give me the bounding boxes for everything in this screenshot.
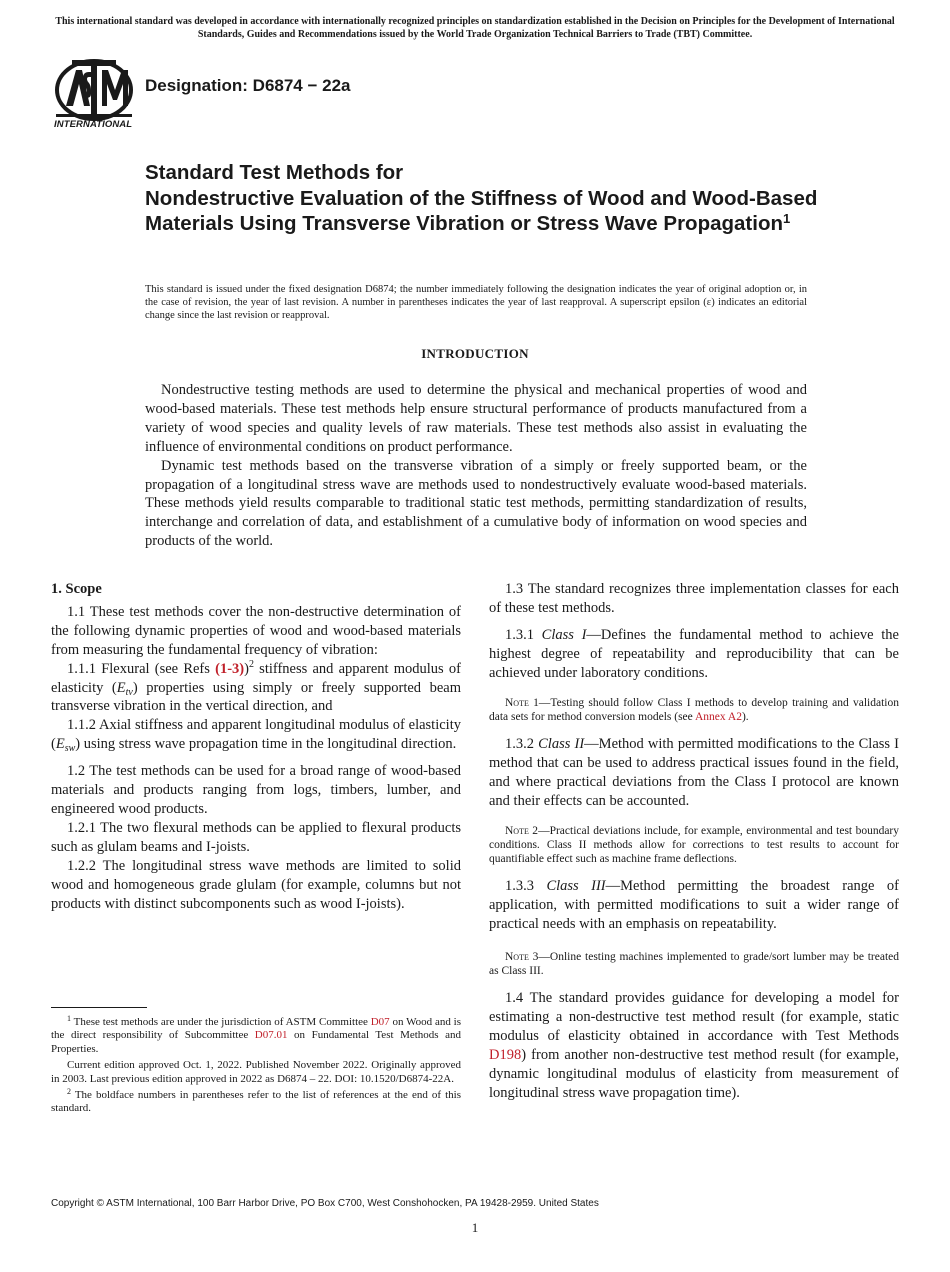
- edition-note: Current edition approved Oct. 1, 2022. Published November 2022. Originally approved in 2003. Last previous edition approved in 2022 as D6874 – 22. DOI: 10.1520/D6874-22A.: [51, 1059, 461, 1085]
- d07-01-link[interactable]: D07.01: [254, 1029, 288, 1042]
- section-1-1: 1.1 These test methods cover the non-destructive determination of the following dynamic properties of wood and wood-based materials from measuring the fundamental frequency of vibration:: [51, 603, 461, 658]
- note-2: Note 2—Practical deviations include, for example, environmental and test boundary conditions. Class II methods allow for corrections to test results to account for quantifiable effect such as machine frame deflections.: [489, 824, 900, 865]
- introduction-heading: INTRODUCTION: [421, 346, 529, 361]
- copyright: Copyright © ASTM International, 100 Barr Harbor Drive, PO Box C700, West Conshohocken, PA 19428-2959. United States: [51, 1198, 599, 1209]
- astm-logo-icon: [52, 56, 136, 122]
- reference-link[interactable]: (1-3): [215, 660, 245, 677]
- intro-paragraph: Nondestructive testing methods are used to determine the physical and mechanical properties of wood and wood-based materials. These test methods help ensure structural performance of products manufactured from a variety of wood species and quality levels of raw materials. These test methods also assist in evaluating the influence of environmental conditions on product performance.: [145, 382, 807, 455]
- section-1-3-1: 1.3.1 Class I—Defines the fundamental method to achieve the highest degree of repeatability and reproducibility that can be achieved under laboratory conditions.: [489, 626, 899, 681]
- footnote-mark: 2: [248, 658, 254, 670]
- title-line-2: [145, 186, 845, 237]
- footnote-1: $^1$ These test methods are under the jurisdiction of ASTM Committee D07 on Wood and is the direct responsibility of Subcommittee D07.01 on Fundamental Test Methods and Properties.: [51, 1014, 461, 1055]
- section-1-2-1: 1.2.1 The two flexural methods can be applied to flexural products such as glulam beams and I-joists.: [51, 819, 461, 855]
- footnote-divider: [51, 1007, 147, 1008]
- introduction: [145, 381, 807, 551]
- section-1-3-3: 1.3.3 Class III—Method permitting the broadest range of application, with permitted modifications to suit a wider range of practical needs with an emphasis on repeatability.: [489, 878, 899, 932]
- title-line-1: Standard Test Methods for: [145, 161, 404, 184]
- left-column: [51, 580, 461, 913]
- page-number: 1: [471, 1220, 479, 1235]
- d07-link[interactable]: D07: [370, 1016, 390, 1028]
- footnotes: [51, 1016, 461, 1116]
- designation: Designation: D6874 − 22a: [145, 76, 351, 95]
- title-main: Nondestructive Evaluation of the Stiffness of Wood and Wood-Based Materials Using Transverse Vibration or Stress Wave Propagation: [145, 186, 818, 235]
- section-1-1-2: 1.1.2 Axial stiffness and apparent longitudinal modulus of elasticity $(E_{sw})$ using stress wave propagation time in the longitudinal direction.: [51, 717, 461, 755]
- wto-notice: This international standard was developed in accordance with internationally recognized principles on standardization established in the Decision on Principles for the Development of International Standards, Guides and Recommendations issued by the World Trade Organization Technical Barriers to Trade (TBT) Committee.: [55, 16, 895, 40]
- d198-link[interactable]: D198: [489, 1047, 522, 1064]
- note-1: Note 1—Testing should follow Class I methods to develop training and validation data sets for method conversion models (see Annex A2).: [489, 696, 899, 723]
- section-heading-scope: 1. Scope: [51, 581, 102, 597]
- section-1-3: 1.3 The standard recognizes three implementation classes for each of these test methods.: [489, 581, 899, 616]
- section-1-1-1: 1.1.1 Flexural (see Refs (1-3))$^2$ stiffness and apparent modulus of elasticity $(E_{tv})$ properties using simply or freely supported beam transverse vibration in the vertical direction, and: [51, 658, 461, 715]
- right-column: [489, 580, 899, 1103]
- annex-a2-link[interactable]: Annex A2: [695, 710, 742, 723]
- section-1-4: 1.4 The standard provides guidance for developing a model for estimating a non-destructive test method result (for example, static modulus of elasticity obtained in accordance with Test Methods D198) from another non-destructive test method result (for example, dynamic longitudinal modulus of elasticity from measurement of longitudinal stress wave propagation time).: [489, 990, 899, 1101]
- section-1-2-2: 1.2.2 The longitudinal stress wave methods are limited to solid wood and homogeneous grade glulam (for example, columns but not products with distinct subcomponents such as wood I-joists).: [51, 857, 461, 912]
- logo-wordmark: INTERNATIONAL: [54, 119, 133, 130]
- footnote-2: $^2$ The boldface numbers in parentheses refer to the list of references at the end of this standard.: [51, 1087, 461, 1115]
- issuance-note: This standard is issued under the fixed designation D6874; the number immediately following the designation indicates the year of original adoption or, in the case of revision, the year of last revision. A number in parentheses indicates the year of last reapproval. A superscript epsilon (ε) indicates an editorial change since the last revision or reapproval.: [145, 284, 807, 321]
- document-title: [145, 160, 845, 237]
- section-1-2: 1.2 The test methods can be used for a broad range of wood-based materials and products ranging from logs, timbers, lumber, and engineered wood products.: [51, 763, 461, 817]
- section-1-3-2: 1.3.2 Class II—Method with permitted modifications to the Class I method that can be used to address practical issues found in the field, and where practical deviations from the Class I protocol are known and their effects can be accounted.: [489, 735, 900, 809]
- note-3: Note 3—Online testing machines implemented to grade/sort lumber may be treated as Class III.: [489, 950, 900, 978]
- intro-paragraph: Dynamic test methods based on the transverse vibration of a simply or freely supported beam, or the propagation of a longitudinal stress wave are methods used to nondestructively evaluate wood-based materials. These methods yield results comparable to traditional static test methods, permitting standardization of results, interchange and correlation of data, and establishment of a cumulative body of information on wood species and products of the world.: [145, 457, 807, 550]
- title-footnote-mark: 1: [783, 211, 791, 226]
